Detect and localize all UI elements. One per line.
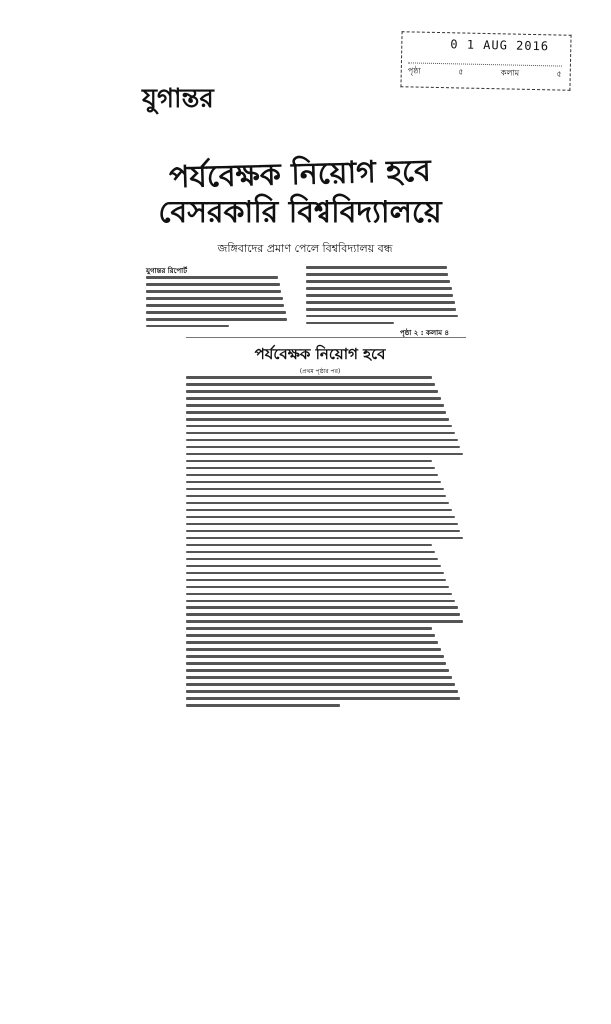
date-stamp: [400, 31, 571, 91]
body-text-line: [186, 683, 455, 686]
stamp-page-label: পৃষ্ঠা: [407, 66, 421, 76]
body-text-line: [306, 301, 455, 304]
body-text-line: [146, 276, 278, 279]
body-text-line: [186, 544, 432, 547]
body-text-line: [186, 474, 438, 477]
body-text-line: [146, 283, 280, 286]
continued-page-reference: পৃষ্ঠা ২ : কলাম ৪: [400, 329, 450, 337]
body-text-line: [306, 322, 394, 325]
article-column-left: [146, 276, 296, 332]
body-text-line: [186, 558, 438, 561]
body-text-line: [186, 516, 455, 519]
body-text-line: [146, 318, 287, 321]
body-text-line: [186, 634, 435, 637]
body-text-line: [186, 530, 460, 533]
body-text-line: [186, 669, 449, 672]
body-text-line: [306, 308, 456, 311]
article-continuation-body: [186, 376, 466, 711]
body-text-line: [146, 297, 283, 300]
body-text-line: [306, 280, 450, 283]
body-text-line: [186, 537, 463, 540]
body-text-line: [186, 425, 452, 428]
body-text-line: [186, 460, 432, 463]
body-text-line: [186, 418, 449, 421]
body-text-line: [186, 697, 460, 700]
body-text-line: [146, 290, 281, 293]
continuation-subtitle: (প্রথম পৃষ্ঠার পর): [299, 368, 341, 375]
body-text-line: [186, 432, 455, 435]
body-text-line: [306, 294, 453, 297]
body-text-line: [186, 600, 455, 603]
body-text-line: [186, 627, 432, 630]
body-text-line: [186, 404, 444, 407]
body-text-line: [146, 304, 284, 307]
body-text-line: [306, 287, 452, 290]
body-text-line: [186, 662, 446, 665]
body-text-line: [186, 467, 435, 470]
body-text-line: [186, 502, 449, 505]
byline: যুগান্তর রিপোর্ট: [146, 267, 188, 275]
body-text-line: [186, 572, 444, 575]
body-text-line: [186, 648, 441, 651]
body-text-line: [186, 439, 458, 442]
body-text-line: [186, 411, 446, 414]
subheadline: জঙ্গিবাদের প্রমাণ পেলে বিশ্ববিদ্যালয় বন্ধ: [217, 242, 393, 255]
body-text-line: [306, 315, 458, 318]
body-text-line: [186, 446, 460, 449]
body-text-line: [186, 579, 446, 582]
stamp-column-value: ৫: [556, 69, 562, 79]
body-text-line: [186, 606, 458, 609]
body-text-line: [186, 641, 438, 644]
body-text-line: [186, 613, 460, 616]
body-text-line: [186, 453, 463, 456]
body-text-line: [186, 593, 452, 596]
continuation-title: পর্যবেক্ষক নিয়োগ হবে: [254, 345, 386, 363]
body-text-line: [146, 325, 229, 328]
body-text-line: [186, 551, 435, 554]
body-text-line: [186, 655, 444, 658]
body-text-line: [186, 523, 458, 526]
newspaper-masthead: যুগান্তর: [142, 84, 214, 114]
body-text-line: [186, 676, 452, 679]
article-column-right: [306, 266, 466, 329]
body-text-line: [186, 586, 449, 589]
body-text-line: [306, 266, 447, 269]
headline-line-2: বেসরকারি বিশ্ববিদ্যালয়ে: [158, 195, 442, 230]
body-text-line: [186, 704, 340, 707]
body-text-line: [186, 565, 441, 568]
body-text-line: [186, 376, 432, 379]
body-text-line: [186, 397, 441, 400]
body-text-line: [186, 509, 452, 512]
stamp-date: 0 1 AUG 2016: [450, 37, 550, 54]
body-text-line: [146, 311, 286, 314]
stamp-page-value: ৫: [458, 67, 464, 77]
body-text-line: [306, 273, 448, 276]
section-divider: [186, 337, 466, 338]
headline-line-1: পর্যবেক্ষক নিয়োগ হবে: [168, 153, 432, 196]
body-text-line: [186, 390, 438, 393]
body-text-line: [186, 488, 444, 491]
stamp-column-label: কলাম: [500, 68, 520, 78]
body-text-line: [186, 690, 458, 693]
body-text-line: [186, 383, 435, 386]
body-text-line: [186, 495, 446, 498]
body-text-line: [186, 620, 463, 623]
body-text-line: [186, 481, 441, 484]
stamp-fields: [408, 62, 562, 81]
